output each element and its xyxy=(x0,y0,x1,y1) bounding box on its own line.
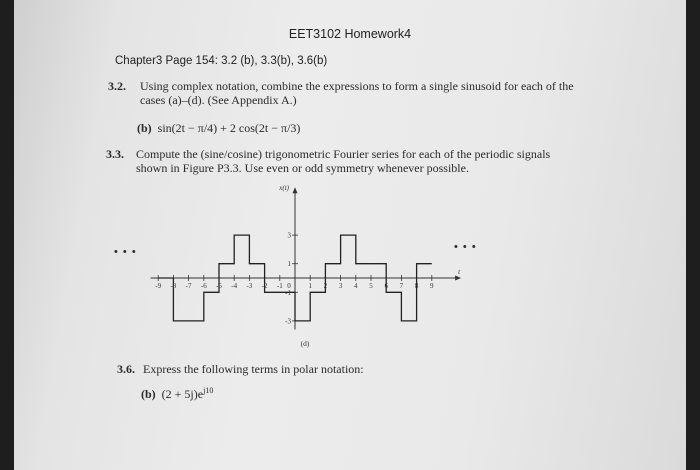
problem-3-6-part-b xyxy=(141,386,213,402)
x-tick-label: 1 xyxy=(308,282,312,290)
part-expression: sin(2t − π/4) + 2 cos(2t − π/3) xyxy=(157,121,301,135)
x-tick-label: 7 xyxy=(399,282,404,290)
problem-3-3-line-1: Compute the (sine/cosine) trigonometric Fourier series for each of the periodic signals xyxy=(136,147,551,161)
x-tick-label: -9 xyxy=(155,282,162,290)
y-tick-label: 3 xyxy=(287,231,291,240)
ellipsis-right: • • • xyxy=(454,241,477,253)
x-tick-label: 8 xyxy=(414,282,419,290)
y-tick-label: -3 xyxy=(285,317,291,326)
problem-number-3-3: 3.3. xyxy=(106,147,124,161)
part-expression: (2 + 5j)e xyxy=(161,387,204,401)
x-tick-label: -6 xyxy=(200,282,207,290)
x-tick-label: -7 xyxy=(185,282,192,290)
y-tick-label: 1 xyxy=(287,260,291,269)
x-tick-label: -4 xyxy=(231,282,238,290)
problem-number-3-2: 3.2. xyxy=(108,79,126,93)
part-label: (b) xyxy=(141,387,156,401)
homework-page xyxy=(14,0,686,470)
y-tick-label: -1 xyxy=(285,288,291,297)
x-tick-label: -1 xyxy=(276,282,283,290)
problem-3-6-text: Express the following terms in polar notation: xyxy=(143,362,364,376)
y-axis-arrow xyxy=(293,187,298,193)
x-tick-label: 2 xyxy=(323,282,328,290)
x-tick-label: -5 xyxy=(216,282,222,290)
x-tick-label: -3 xyxy=(246,282,253,290)
x-axis-label: t xyxy=(458,268,461,276)
figure-p3-3d xyxy=(14,0,686,470)
x-tick-label: -8 xyxy=(170,282,177,290)
x-tick-label: 5 xyxy=(369,282,373,290)
x-tick-label: 6 xyxy=(384,282,388,290)
figure-caption: (d) xyxy=(300,339,310,348)
x-axis-arrow xyxy=(455,276,461,281)
problem-3-3-line-2: shown in Figure P3.3. Use even or odd symmetry whenever possible. xyxy=(136,161,469,175)
x-tick-label: -2 xyxy=(261,282,268,290)
problem-number-3-6: 3.6. xyxy=(117,362,135,376)
homework-title: EET3102 Homework4 xyxy=(288,27,412,41)
part-exponent: j10 xyxy=(203,386,214,395)
chapter-line: Chapter3 Page 154: 3.2 (b), 3.3(b), 3.6(b) xyxy=(115,55,328,67)
problem-3-2-line-1: Using complex notation, combine the expressions to form a single sinusoid for each of the xyxy=(140,79,574,93)
part-label: (b) xyxy=(137,121,152,135)
x-tick-label: 0 xyxy=(287,282,291,290)
x-tick-label: 4 xyxy=(354,282,358,290)
problem-3-2-line-2: cases (a)–(d). (See Appendix A.) xyxy=(140,93,297,107)
x-tick-label: 3 xyxy=(338,282,343,290)
x-tick-label: 9 xyxy=(430,282,434,290)
y-axis-label: x(t) xyxy=(279,184,289,193)
ellipsis-left: • • • xyxy=(114,246,137,258)
